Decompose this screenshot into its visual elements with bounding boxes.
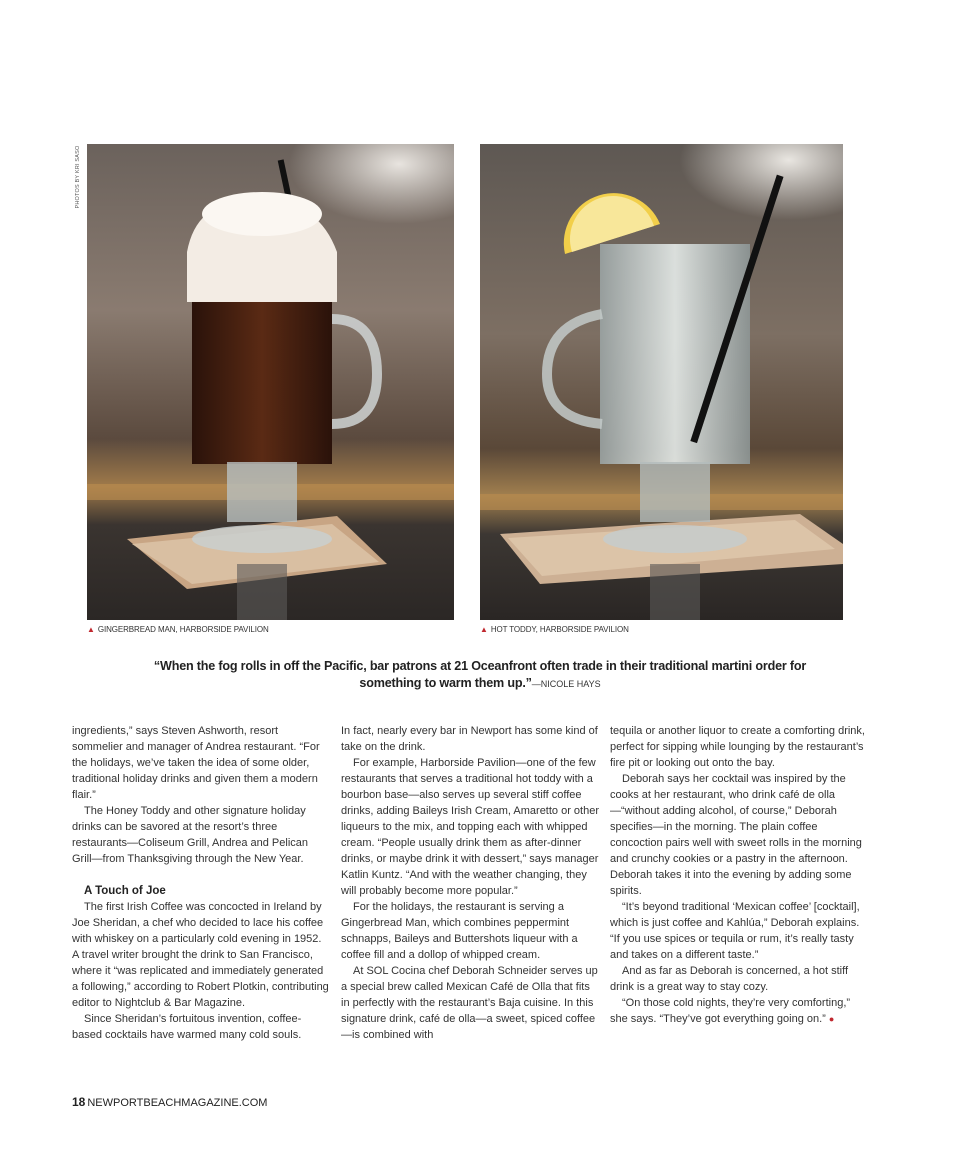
article-column-1 — [72, 723, 330, 1043]
caption-left-text: GINGERBREAD MAN, HARBORSIDE PAVILION — [97, 625, 269, 634]
paragraph: ingredients,” says Steven Ashworth, resort sommelier and manager of Andrea restaurant. “For the holidays, we’ve taken the idea of some older, traditional holiday drinks and given them a modern flair.” — [72, 725, 320, 801]
bullet-icon: ● — [828, 1014, 835, 1024]
pull-quote — [150, 658, 810, 693]
triangle-icon: ▲ — [480, 625, 488, 634]
paragraph-final-text: “On those cold nights, they’re very comforting,” she says. “They’ve got everything going on.” — [610, 997, 851, 1025]
pull-quote-attribution: —NICOLE HAYS — [531, 679, 601, 689]
paragraph: Deborah says her cocktail was inspired by the cooks at her restaurant, who drink café de olla—“without adding alcohol, of course,” Deborah specifies—in the morning. The plain coffee concoction pairs well with sweet rolls in the morning and crunchy cookies or a pastry in the afternoon. Deborah takes it into the evening by adding some spirits. — [610, 773, 862, 897]
section-heading: A Touch of Joe — [84, 885, 166, 897]
paragraph: tequila or another liquor to create a comforting drink, perfect for sipping while lounging by the restaurant’s fire pit or looking out onto the bay. — [610, 725, 865, 769]
caption-right — [480, 625, 629, 634]
caption-left — [87, 625, 269, 634]
photo-gingerbread-man — [87, 144, 454, 620]
article-column-3 — [610, 723, 868, 1027]
triangle-icon: ▲ — [87, 625, 95, 634]
site-url: NEWPORTBEACHMAGAZINE.COM — [87, 1097, 268, 1109]
page-number: 18 — [72, 1095, 86, 1109]
photo-credit — [73, 146, 83, 216]
paragraph: The Honey Toddy and other signature holiday drinks can be savored at the resort’s three restaurants—Coliseum Grill, Andrea and Pelican Grill—from Thanksgiving through the New Year. — [72, 805, 309, 865]
paragraph: In fact, nearly every bar in Newport has some kind of take on the drink. — [341, 725, 598, 753]
photo-hot-toddy — [480, 144, 843, 620]
paragraph: At SOL Cocina chef Deborah Schneider serves up a special brew called Mexican Café de Olla that fits in perfectly with the restaurant’s Baja cuisine. In this signature drink, café de olla—a sweet, spiced coffee—is combined with — [341, 965, 598, 1041]
pull-quote-text: “When the fog rolls in off the Pacific, bar patrons at 21 Oceanfront often trade in their traditional martini order for something to warm them up.” — [153, 659, 807, 690]
article-column-2 — [341, 723, 599, 1043]
paragraph: And as far as Deborah is concerned, a hot stiff drink is a great way to stay cozy. — [610, 965, 849, 993]
paragraph: “It’s beyond traditional ‘Mexican coffee’ [cocktail], which is just coffee and Kahlúa,” Deborah explains. “If you use spices or tequila or rum, it’s really tasty and takes on a different taste.” — [610, 901, 860, 961]
paragraph: Since Sheridan’s fortuitous invention, coffee-based cocktails have warmed many cold souls. — [72, 1013, 302, 1041]
folio — [72, 1095, 267, 1109]
caption-right-text: HOT TODDY, HARBORSIDE PAVILION — [490, 625, 629, 634]
paragraph: For example, Harborside Pavilion—one of the few restaurants that serves a traditional hot toddy with a bourbon base—also serves up several stiff coffee drinks, adding Baileys Irish Cream, Amaretto or other liqueurs to the mix, and topping each with whipped cream. “People usually drink them as after-dinner drinks, or maybe drink it with dessert,” says manager Katlin Kuntz. “And with the weather changing, they will probably become more popular.” — [341, 757, 600, 897]
hot-toddy-image — [480, 144, 843, 620]
gingerbread-man-image — [87, 144, 454, 620]
photo-credit-text: PHOTOS BY KRI SASO — [75, 145, 81, 209]
paragraph-final — [610, 995, 868, 1027]
paragraph: The first Irish Coffee was concocted in Ireland by Joe Sheridan, a chef who decided to lace his coffee with whiskey on a particularly cold evening in 1952. A travel writer brought the drink to San Francisco, where it “was replicated and immediately generated a following,” according to Robert Plotkin, contributing editor to Nightclub & Bar Magazine. — [72, 901, 329, 1009]
paragraph: For the holidays, the restaurant is serving a Gingerbread Man, which combines peppermint schnapps, Baileys and Buttershots liqueur with a coffee fill and a dollop of whipped cream. — [341, 901, 578, 961]
